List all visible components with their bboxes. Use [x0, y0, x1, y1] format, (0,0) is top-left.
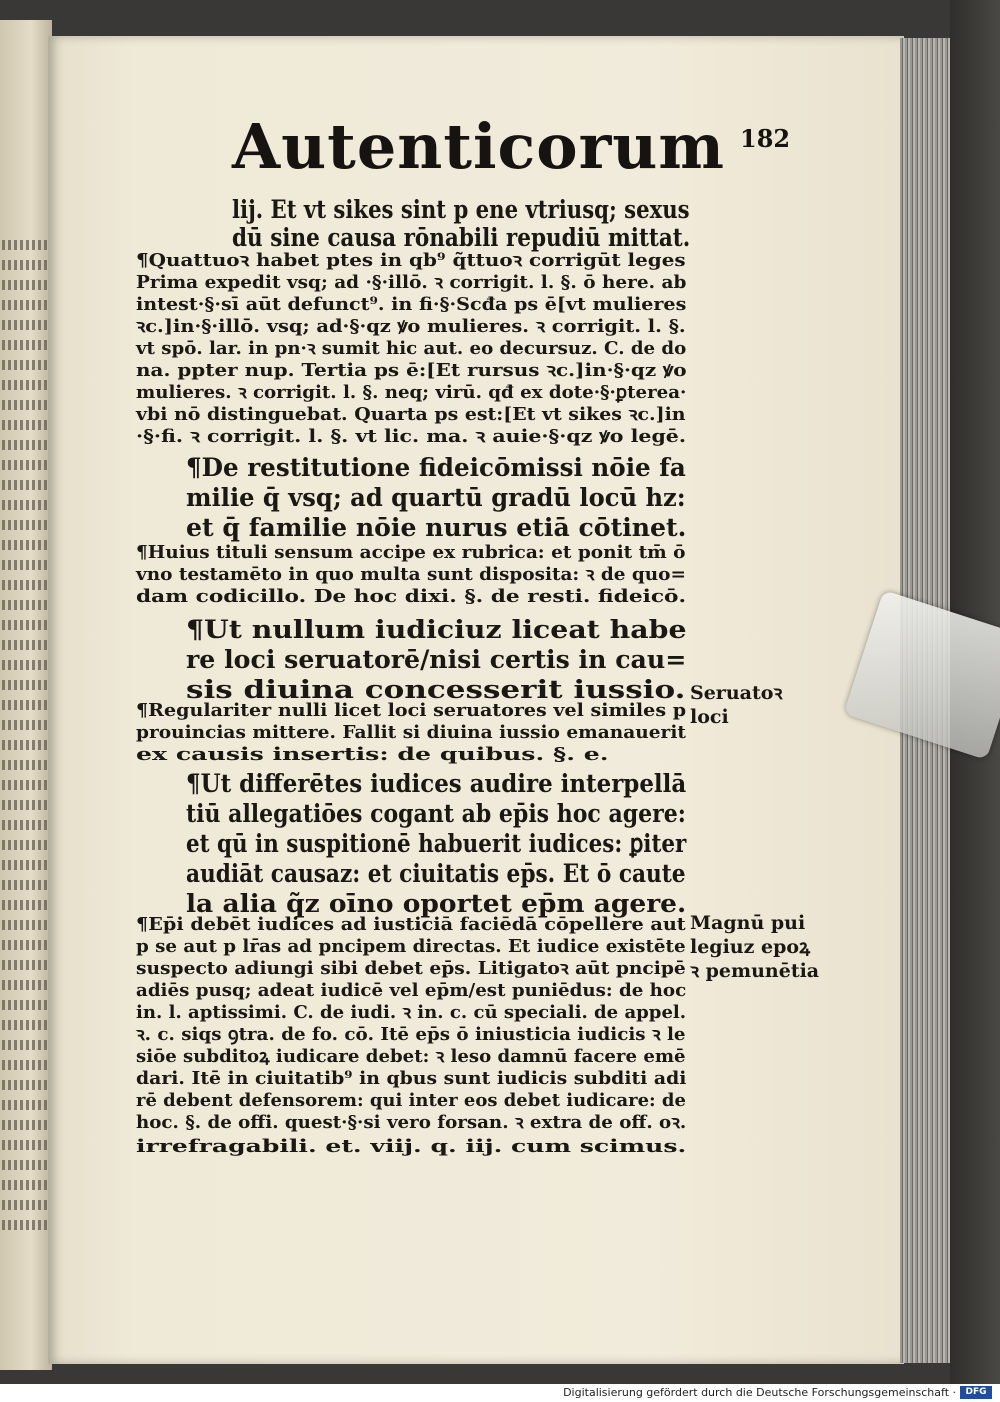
- prev-page-text-trace: [2, 880, 48, 890]
- text-line: irrefragabili. et. viij. q. iij. cum scimus.: [136, 1136, 687, 1157]
- prev-page-text-trace: [2, 320, 48, 330]
- prev-page-text-trace: [2, 480, 48, 490]
- text-line: milie q̄ vsq; ad quartū gradū locū hz:: [186, 483, 686, 512]
- text-line: ¶Ut nullum iudiciuz liceat habe: [186, 615, 687, 644]
- text-line: mulieres. ꝛ corrigit. l. §. neq; virū. qđ ex dote·§·ꝑterea·: [136, 382, 687, 403]
- text-line: tiū allegatiōes cogant ab ep̄is hoc agere:: [186, 799, 686, 828]
- text-line: ꝛ. c. siqs ꝯtra. de fo. cō. Itē ep̄s ō iniusticia iudicis ꝛ le: [136, 1024, 686, 1045]
- prev-page-text-trace: [2, 1120, 48, 1130]
- prev-page-text-trace: [2, 680, 48, 690]
- text-line: siōe subditoꝝ iudicare debet: ꝛ leso damnū facere emē: [136, 1046, 686, 1067]
- prev-page-text-trace: [2, 1040, 48, 1050]
- text-line: ex causis insertis: de quibus. §. e.: [136, 744, 609, 765]
- text-line: dam codicillo. De hoc dixi. §. de resti. fideicō.: [136, 586, 687, 607]
- prev-page-text-trace: [2, 960, 48, 970]
- previous-page-edge: [0, 20, 52, 1370]
- prev-page-text-trace: [2, 600, 48, 610]
- prev-page-text-trace: [2, 840, 48, 850]
- text-line: ¶De restitutione fideicōmissi nōie fa: [186, 453, 686, 482]
- footer-bar: [0, 1384, 1000, 1402]
- prev-page-text-trace: [2, 560, 48, 570]
- prev-page-text-trace: [2, 660, 48, 670]
- prev-page-text-trace: [2, 420, 48, 430]
- margin-note: legiuz epoꝝ: [690, 936, 811, 958]
- dfg-logo: DFG: [960, 1386, 992, 1399]
- text-line: dū sine causa rōnabili repudiū mittat.: [232, 223, 691, 252]
- prev-page-text-trace: [2, 920, 48, 930]
- text-line: p se aut p lr̄as ad pncipem directas. Et iudice existēte: [136, 936, 686, 957]
- prev-page-text-trace: [2, 1160, 48, 1170]
- prev-page-text-trace: [2, 260, 48, 270]
- prev-page-text-trace: [2, 240, 48, 250]
- prev-page-text-trace: [2, 300, 48, 310]
- folio-number: 182: [740, 124, 791, 153]
- prev-page-text-trace: [2, 540, 48, 550]
- text-line: ꝛc.]in·§·illō. vsq; ad·§·qz ꝟo mulieres. ꝛ corrigit. l. §.: [136, 316, 686, 337]
- text-line: Prima expedit vsq; ad ·§·illō. ꝛ corrigit. l. §. ō here. ab: [136, 272, 687, 293]
- prev-page-text-trace: [2, 1140, 48, 1150]
- prev-page-text-trace: [2, 860, 48, 870]
- text-line: rē debent defensorem: qui inter eos debet iudicare: de: [136, 1090, 686, 1111]
- prev-page-text-trace: [2, 460, 48, 470]
- margin-note: ꝛ pemunētia: [690, 960, 820, 982]
- prev-page-text-trace: [2, 1020, 48, 1030]
- text-line: et qū in suspitionē habuerit iudices: ꝑiter: [186, 829, 687, 858]
- text-line: intest·§·sī aūt defunct⁹. in fi·§·Scđa ps ē[vt mulieres: [136, 294, 687, 315]
- text-line: lij. Et vt sikes sint p ene vtriusq; sexus: [232, 195, 690, 224]
- prev-page-text-trace: [2, 1080, 48, 1090]
- prev-page-text-trace: [2, 780, 48, 790]
- text-line: ¶Ep̄i debēt iudices ad iusticiā faciēdā cōpellere aut: [136, 914, 686, 935]
- prev-page-text-trace: [2, 1000, 48, 1010]
- text-line: ¶Regulariter nulli licet loci seruatores vel similes p: [136, 700, 687, 721]
- prev-page-text-trace: [2, 980, 48, 990]
- prev-page-text-trace: [2, 940, 48, 950]
- prev-page-text-trace: [2, 520, 48, 530]
- text-line: adiēs pusq; adeat iudicē vel ep̄m/est puniēdus: de hoc: [136, 980, 687, 1001]
- prev-page-text-trace: [2, 620, 48, 630]
- prev-page-text-trace: [2, 280, 48, 290]
- margin-note: Seruatoꝛ: [690, 682, 783, 704]
- prev-page-text-trace: [2, 360, 48, 370]
- page-title: Autenticorum: [232, 110, 725, 183]
- prev-page-text-trace: [2, 1200, 48, 1210]
- prev-page-text-trace: [2, 580, 48, 590]
- prev-page-text-trace: [2, 760, 48, 770]
- text-line: ¶Huius tituli sensum accipe ex rubrica: et ponit tm̄ ō: [136, 542, 686, 563]
- text-line: suspecto adiungi sibi debet ep̄s. Litigatoꝛ aūt pncipē: [136, 958, 686, 979]
- prev-page-text-trace: [2, 1220, 48, 1230]
- prev-page-text-trace: [2, 400, 48, 410]
- text-line: et q̄ familie nōie nurus etiā cōtinet.: [186, 513, 687, 542]
- prev-page-text-trace: [2, 640, 48, 650]
- prev-page-text-trace: [2, 380, 48, 390]
- text-line: dari. Itē in ciuitatib⁹ in qbus sunt iudicis subditi adi: [136, 1068, 687, 1089]
- prev-page-text-trace: [2, 720, 48, 730]
- text-line: in. l. aptissimi. C. de iudi. ꝛ in. c. cū speciali. de appel.: [136, 1002, 687, 1023]
- prev-page-text-trace: [2, 900, 48, 910]
- prev-page-text-trace: [2, 1180, 48, 1190]
- prev-page-text-trace: [2, 700, 48, 710]
- text-line: na. ppter nup. Tertia ps ē:[Et rursus ꝛc.]in·§·qz ꝟo: [136, 360, 687, 381]
- footer-credit: Digitalisierung gefördert durch die Deutsche Forschungsgemeinschaft ·: [563, 1386, 956, 1399]
- text-line: la alia q̃z oīno oportet ep̄m agere.: [186, 889, 687, 918]
- prev-page-text-trace: [2, 340, 48, 350]
- margin-note: loci: [690, 706, 729, 728]
- prev-page-text-trace: [2, 1100, 48, 1110]
- text-line: ·§·fi. ꝛ corrigit. l. §. vt lic. ma. ꝛ auie·§·qz ꝟo legē.: [136, 426, 686, 447]
- prev-page-text-trace: [2, 1060, 48, 1070]
- text-line: sis diuina concesserit iussio.: [186, 675, 686, 704]
- text-line: audiāt causaz: et ciuitatis ep̄s. Et ō caute: [186, 859, 686, 888]
- text-line: ¶Quattuoꝛ habet ptes in qb⁹ q̃ttuoꝛ corrigūt leges: [136, 250, 686, 271]
- prev-page-text-trace: [2, 440, 48, 450]
- text-line: hoc. §. de offi. quest·§·si vero forsan. ꝛ extra de off. oꝛ.: [136, 1112, 687, 1133]
- text-line: vno testamēto in quo multa sunt disposita: ꝛ de quo=: [136, 564, 686, 585]
- text-line: re loci seruatorē/nisi certis in cau=: [186, 645, 687, 674]
- prev-page-text-trace: [2, 820, 48, 830]
- text-line: prouincias mittere. Fallit si diuina iussio emanauerit: [136, 722, 686, 743]
- text-line: vt spō. lar. in pn·ꝛ sumit hic aut. eo decursuz. C. de do: [136, 338, 687, 359]
- prev-page-text-trace: [2, 500, 48, 510]
- prev-page-text-trace: [2, 800, 48, 810]
- margin-note: Magnū pui: [690, 912, 806, 934]
- prev-page-text-trace: [2, 740, 48, 750]
- text-line: vbi nō distinguebat. Quarta ps est:[Et vt sikes ꝛc.]in: [136, 404, 686, 425]
- text-line: ¶Ut differētes iudices audire interpellā: [186, 769, 687, 798]
